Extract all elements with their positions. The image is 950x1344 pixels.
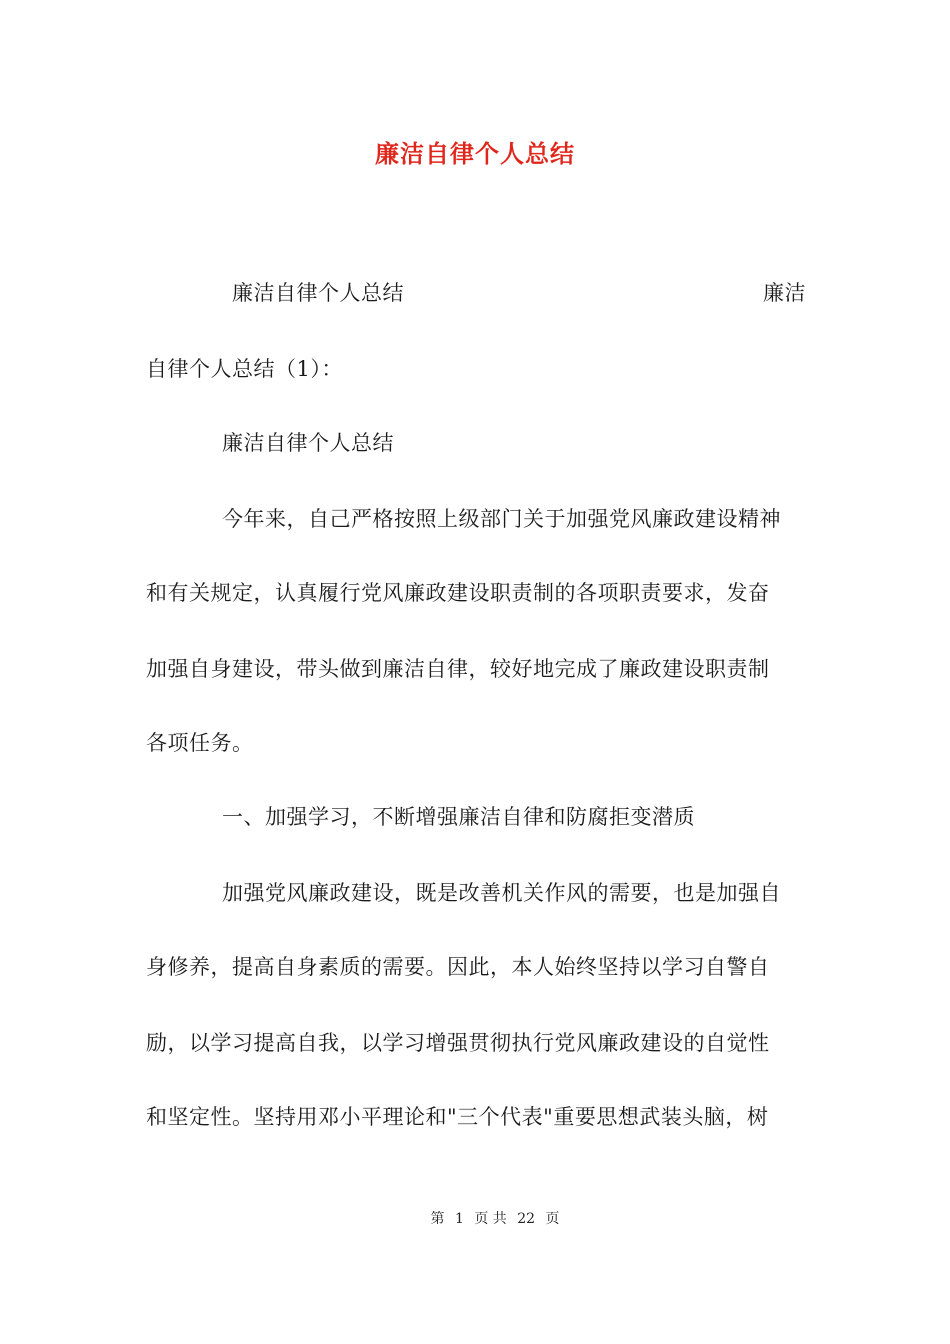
footer-prefix: 第 bbox=[430, 1211, 445, 1227]
text-line-8: 一、加强学习，不断增强廉洁自律和防腐拒变潜质 bbox=[222, 805, 695, 829]
text-line-9: 加强党风廉政建设，既是改善机关作风的需要，也是加强自 bbox=[222, 881, 781, 905]
footer-mid: 页 共 bbox=[474, 1211, 507, 1227]
footer-page-number: 1 bbox=[454, 1211, 464, 1227]
text-line-1-left: 廉洁自律个人总结 bbox=[232, 281, 404, 305]
text-line-1-right: 廉洁 bbox=[763, 281, 806, 305]
text-line-10: 身修养，提高自身素质的需要。因此，本人始终坚持以学习自警自 bbox=[146, 955, 770, 979]
text-line-7: 各项任务。 bbox=[146, 731, 254, 755]
document-title: 廉洁自律个人总结 bbox=[375, 139, 575, 168]
text-line-11: 励，以学习提高自我，以学习增强贯彻执行党风廉政建设的自觉性 bbox=[146, 1031, 770, 1055]
text-line-4: 今年来，自己严格按照上级部门关于加强党风廉政建设精神 bbox=[222, 507, 781, 531]
text-line-3: 廉洁自律个人总结 bbox=[222, 431, 394, 455]
text-line-1 bbox=[232, 278, 806, 308]
footer-suffix: 页 bbox=[545, 1211, 560, 1227]
text-line-6: 加强自身建设，带头做到廉洁自律，较好地完成了廉政建设职责制 bbox=[146, 657, 770, 681]
footer-total-pages: 22 bbox=[517, 1211, 536, 1227]
text-line-12: 和坚定性。坚持用邓小平理论和"三个代表"重要思想武装头脑，树 bbox=[146, 1105, 769, 1129]
text-line-5: 和有关规定，认真履行党风廉政建设职责制的各项职责要求，发奋 bbox=[146, 581, 770, 605]
page-footer bbox=[0, 1208, 950, 1228]
text-line-2: 自律个人总结（1）： bbox=[146, 357, 343, 381]
